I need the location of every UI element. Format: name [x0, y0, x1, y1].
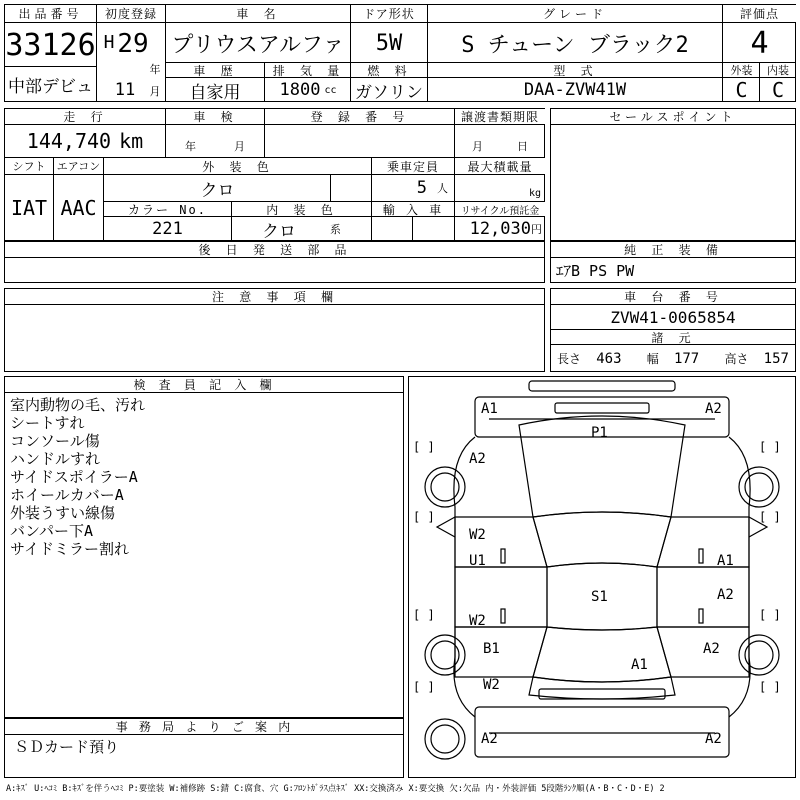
- damage-mark: A1: [717, 553, 734, 569]
- bracket: [ ]: [413, 440, 435, 454]
- exterior-label: 外装: [723, 62, 760, 78]
- displacement-number: 1800: [279, 80, 321, 100]
- ext-color-label: 外 装 色: [103, 157, 371, 175]
- transfer-label: 譲渡書類期限: [454, 109, 545, 125]
- office-value: ＳＤカード預り: [14, 737, 120, 756]
- year-unit: 年: [149, 63, 161, 76]
- lot-label: 出品番号: [5, 5, 96, 23]
- transfer-value: [454, 125, 545, 157]
- displacement-value: [265, 78, 351, 102]
- exterior-value: C: [735, 78, 748, 102]
- bracket: [ ]: [759, 440, 781, 454]
- inspector-note: 外装うすい線傷: [10, 504, 116, 522]
- dims-label: 諸 元: [551, 329, 795, 345]
- model-label: 型 式: [428, 62, 722, 78]
- displacement-unit: cc: [324, 84, 337, 96]
- height-label: 高さ: [724, 352, 749, 366]
- fuel-value: ガソリン: [355, 82, 423, 102]
- door-handle: [501, 549, 505, 563]
- inspector-note: サイドスポイラーA: [10, 468, 138, 486]
- damage-mark: A2: [481, 731, 498, 747]
- damage-mark: A1: [631, 657, 648, 673]
- mileage-value: [5, 125, 165, 157]
- inspector-note: コンソール傷: [10, 432, 100, 450]
- import-value-2: [412, 217, 454, 241]
- notes-label: 注 意 事 項 欄: [5, 289, 544, 305]
- left-quarter: [455, 627, 547, 677]
- score-label: 評価点: [723, 5, 796, 23]
- damage-mark: A2: [717, 587, 734, 603]
- inspector-notes: [10, 396, 400, 558]
- left-mirror: [437, 517, 455, 537]
- bracket: [ ]: [759, 510, 781, 524]
- damage-mark: B1: [483, 641, 500, 657]
- capacity-number: 5: [416, 178, 427, 198]
- bracket: [ ]: [413, 608, 435, 622]
- rear-glass: [533, 627, 671, 682]
- inspection-year-unit: 年: [185, 140, 196, 153]
- door-handle: [699, 609, 703, 623]
- roof-top-bar: [529, 381, 675, 391]
- max-load-value: [454, 175, 545, 201]
- recycle-label: リサイクル預託金: [454, 201, 545, 217]
- door-handle: [699, 549, 703, 563]
- door-handle: [501, 609, 505, 623]
- spare-wheel-inner: [431, 725, 459, 753]
- grade-label: グレード: [428, 5, 722, 23]
- lot-value: 33126: [5, 27, 96, 63]
- mileage-unit: km: [119, 129, 144, 153]
- chassis-value: ZVW41-0065854: [610, 307, 736, 327]
- car-name-label: 車 名: [166, 5, 350, 23]
- damage-mark: U1: [469, 553, 486, 569]
- dims-row: [551, 346, 795, 371]
- inspector-note: 室内動物の毛、汚れ: [10, 396, 146, 414]
- damage-mark: A2: [705, 401, 722, 417]
- office-label: 事 務 局 よ り ご 案 内: [5, 719, 403, 735]
- month-unit: 月: [149, 85, 161, 98]
- transfer-day-unit: 日: [517, 140, 528, 153]
- legend: A:ｷｽﾞ U:ﾍｺﾐ B:ｷｽﾞを伴うﾍｺﾐ P:要塗装 W:補修跡 S:錆 C:腐食、穴 G:ﾌﾛﾝﾄｶﾞﾗｽ点ｷｽﾞ XX:交換済み X:要交換 欠:欠品 内・外装評価 5段階ﾗﾝｸ順(A・B・C・D・E) 2: [6, 784, 665, 794]
- wheel-front-left-inner: [431, 473, 459, 501]
- history-label: 車 歴: [166, 62, 264, 78]
- mileage-number: 144,740: [26, 129, 112, 153]
- door-label: ドア形状: [351, 5, 427, 23]
- inspection-month-unit: 月: [234, 140, 245, 153]
- door-value: 5W: [375, 30, 403, 56]
- color-no-label: カラー No.: [103, 201, 231, 217]
- reg-value: [264, 125, 454, 157]
- inspector-note: バンパー下A: [10, 522, 93, 540]
- recycle-value: [454, 217, 545, 241]
- ext-color-value: クロ: [103, 175, 331, 201]
- model-value: DAA-ZVW41W: [523, 80, 627, 100]
- wheel-front-right-inner: [745, 473, 773, 501]
- sales-point-box: [550, 108, 796, 241]
- debut-label: 中部デビュ: [5, 66, 96, 102]
- int-color-unit: 系: [330, 223, 341, 236]
- import-value: [371, 217, 413, 241]
- reg-label: 登 録 番 号: [264, 109, 454, 125]
- ac-value: AAC: [53, 175, 103, 241]
- shift-value: IAT: [10, 196, 48, 220]
- damage-mark: W2: [483, 677, 500, 693]
- inspector-note: ハンドルすれ: [10, 450, 101, 468]
- max-load-label: 最大積載量: [454, 157, 545, 175]
- damage-mark: A1: [481, 401, 498, 417]
- bracket: [ ]: [413, 510, 435, 524]
- inspector-label: 検 査 員 記 入 欄: [5, 377, 403, 393]
- era-value: H: [103, 31, 115, 53]
- windshield: [533, 512, 671, 567]
- damage-mark: P1: [591, 425, 608, 441]
- car-diagram: [409, 377, 795, 777]
- inspector-note: シートすれ: [10, 414, 85, 432]
- int-color-text: クロ: [262, 221, 296, 241]
- bracket: [ ]: [759, 680, 781, 694]
- displacement-label: 排 気 量: [265, 62, 351, 78]
- length-label: 長さ: [557, 352, 582, 366]
- damage-mark: W2: [469, 613, 486, 629]
- ac-label: エアコン: [53, 157, 103, 175]
- mileage-label: 走 行: [5, 109, 165, 125]
- damage-mark: A2: [469, 451, 486, 467]
- damage-mark: S1: [591, 589, 608, 605]
- score-value: 4: [750, 25, 769, 61]
- grade-value: S チューン ブラック2: [461, 32, 689, 58]
- inspection-value: [165, 125, 264, 157]
- interior-value: C: [759, 78, 796, 102]
- capacity-value: [371, 175, 454, 201]
- equipment-label: 純 正 装 備: [551, 242, 795, 258]
- interior-label: 内装: [759, 62, 796, 78]
- int-color-label: 内 装 色: [231, 201, 371, 217]
- import-label: 輸 入 車: [371, 201, 454, 217]
- first-reg-label: 初度登録: [97, 5, 165, 23]
- equipment-value: ｴｱB PS PW: [556, 261, 635, 280]
- max-load-unit: kg: [528, 188, 541, 199]
- transfer-month-unit: 月: [472, 140, 483, 153]
- bracket: [ ]: [759, 608, 781, 622]
- width-value: 177: [673, 350, 700, 367]
- color-no-value: 221: [103, 217, 231, 241]
- capacity-label: 乗車定員: [371, 157, 454, 175]
- shift-label: シフト: [5, 157, 53, 175]
- int-color-value: [231, 217, 371, 241]
- chassis-label: 車 台 番 号: [551, 289, 795, 305]
- recycle-unit: 円: [531, 223, 542, 236]
- front-grille: [555, 403, 649, 413]
- capacity-unit: 人: [437, 182, 448, 195]
- later-parts-label: 後 日 発 送 部 品: [5, 242, 544, 258]
- ext-color-extra: [330, 175, 371, 201]
- trunk: [529, 677, 675, 699]
- fuel-label: 燃 料: [351, 62, 427, 78]
- height-value: 157: [763, 350, 789, 367]
- history-value: 自家用: [189, 82, 241, 102]
- inspector-note: サイドミラー割れ: [10, 540, 129, 558]
- bracket: [ ]: [413, 680, 435, 694]
- length-value: 463: [596, 350, 622, 367]
- inspector-note: ホイールカバーA: [10, 486, 124, 504]
- recycle-number: 12,030: [469, 219, 531, 239]
- inspection-label: 車 検: [165, 109, 264, 125]
- car-name-value: プリウスアルファ: [171, 32, 345, 58]
- damage-mark: W2: [469, 527, 486, 543]
- damage-mark: A2: [705, 731, 722, 747]
- sales-point-label: セールスポイント: [551, 109, 795, 125]
- width-label: 幅: [646, 352, 659, 366]
- damage-mark: A2: [703, 641, 720, 657]
- month-value: 11: [114, 80, 136, 100]
- rear-bumper: [475, 707, 729, 757]
- year-value: 29: [117, 29, 149, 59]
